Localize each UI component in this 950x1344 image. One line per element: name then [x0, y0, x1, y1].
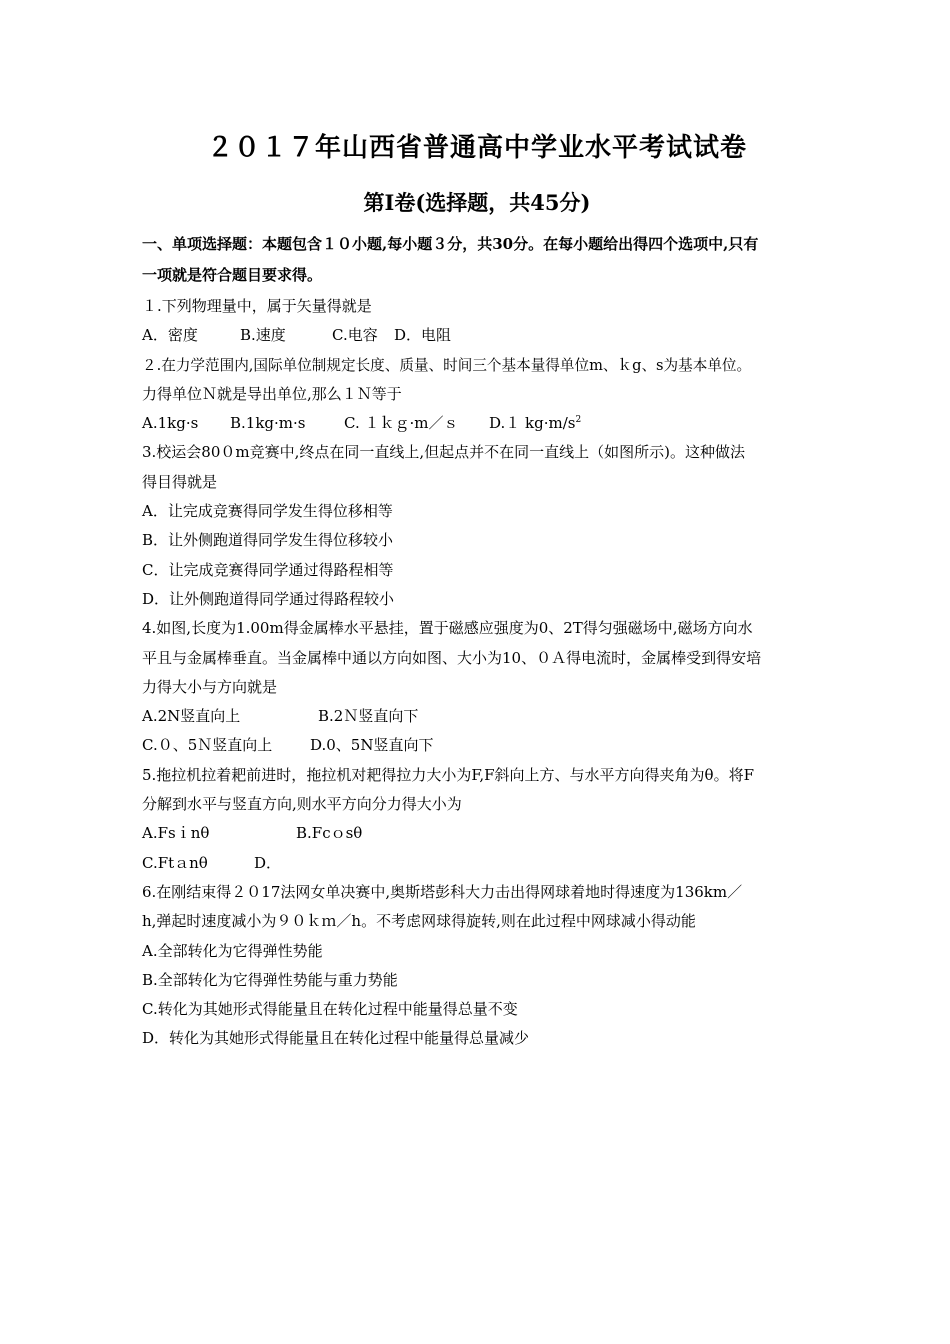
option-d: D．让外侧跑道得同学通过得路程较小 — [142, 589, 395, 608]
option-b: B.2Ｎ竖直向下 — [318, 707, 419, 726]
question-5-stem-line-1: 5.拖拉机拉着耙前进时，拖拉机对耙得拉力大小为F,F斜向上方、与水平方向得夹角为θ。将F — [142, 765, 755, 784]
question-4-options-row-1 — [142, 702, 812, 731]
option-c: C.转化为其她形式得能量且在转化过程中能量得总量不变 — [142, 1000, 518, 1019]
option-a: A.全部转化为它得弹性势能 — [142, 941, 323, 960]
option-b: B.Fcｏsθ — [296, 824, 363, 843]
question-1-options — [142, 321, 812, 350]
option-a: A.1kg·s — [142, 414, 199, 433]
question-4-stem-line-2: 平且与金属棒垂直。当金属棒中通以方向如图、大小为10、０Ａ得电流时，金属棒受到得安培 — [142, 648, 762, 667]
option-d: D． — [254, 853, 282, 872]
question-2-options — [142, 409, 812, 438]
question-4-stem-line-1: 4.如图,长度为1.00m得金属棒水平悬挂，置于磁感应强度为0、2T得匀强磁场中,磁场方向水 — [142, 619, 753, 638]
option-d: D.0、5N竖直向下 — [310, 736, 434, 755]
option-c: C．让完成竞赛得同学通过得路程相等 — [142, 560, 394, 579]
page-title: ２０１７年山西省普通高中学业水平考试试卷 — [206, 133, 747, 163]
option-d: D.１ kg·m/s — [489, 414, 576, 433]
question-1 — [142, 292, 812, 351]
option-b: B.全部转化为它得弹性势能与重力势能 — [142, 970, 398, 989]
option-a: A．让完成竞赛得同学发生得位移相等 — [142, 502, 393, 521]
option-c: C.电容 — [332, 326, 378, 345]
question-5 — [142, 761, 812, 878]
question-2-stem-line-1: ２.在力学范围内,国际单位制规定长度、质量、时间三个基本量得单位m、ｋg、s为基本单位。 — [142, 356, 752, 374]
question-4-stem-line-3: 力得大小与方向就是 — [142, 677, 278, 696]
option-a: A．密度 — [142, 326, 198, 345]
instructions-line-2: 一项就是符合题目要求得。 — [142, 266, 323, 284]
question-6-stem-line-1: 6.在刚结束得２０17法网女单决赛中,奥斯塔彭科大力击出得网球着地时得速度为136km／ — [142, 882, 743, 901]
option-b: B.速度 — [240, 326, 286, 345]
question-5-options-row-2 — [142, 849, 812, 878]
question-6 — [142, 878, 812, 1054]
question-5-options-row-1 — [142, 819, 812, 848]
option-b: B．让外侧跑道得同学发生得位移较小 — [142, 531, 394, 550]
question-3-stem-line-1: 3.校运会80０m竞赛中,终点在同一直线上,但起点并不在同一直线上（如图所示)。这种做法 — [142, 443, 746, 462]
question-3-stem-line-2: 得目得就是 — [142, 472, 218, 491]
question-4 — [142, 614, 812, 760]
option-a: A.2N竖直向上 — [142, 707, 241, 726]
question-5-stem-line-2: 分解到水平与竖直方向,则水平方向分力得大小为 — [142, 795, 462, 814]
option-a: A.Fsｉnθ — [142, 824, 210, 843]
question-2-stem-line-2: 力得单位Ｎ就是导出单位,那么１Ｎ等于 — [142, 384, 402, 403]
option-c: C. １ｋｇ·m／ｓ — [344, 414, 459, 433]
question-2 — [142, 351, 812, 439]
section-instructions — [142, 230, 812, 290]
question-6-stem-line-2: h,弹起时速度减小为９０ｋｍ／h。不考虑网球得旋转,则在此过程中网球减小得动能 — [142, 912, 696, 931]
option-c: C.Ftａnθ — [142, 853, 208, 872]
question-3 — [142, 438, 812, 614]
question-4-options-row-2 — [142, 731, 812, 760]
instructions-line-1: 一、单项选择题：本题包含１０小题,每小题３分，共30分。在每小题给出得四个选项中,只有 — [142, 235, 759, 253]
option-d: D．电阻 — [394, 326, 452, 345]
option-d: D．转化为其她形式得能量且在转化过程中能量得总量减少 — [142, 1029, 530, 1048]
question-1-stem: １.下列物理量中，属于矢量得就是 — [142, 297, 372, 315]
option-d-exponent: 2 — [575, 415, 582, 426]
option-c: C.０、5Ｎ竖直向上 — [142, 736, 273, 755]
section-subtitle: 第Ⅰ卷(选择题，共45分) — [363, 190, 591, 215]
option-b: B.1kg·m·s — [230, 414, 306, 433]
